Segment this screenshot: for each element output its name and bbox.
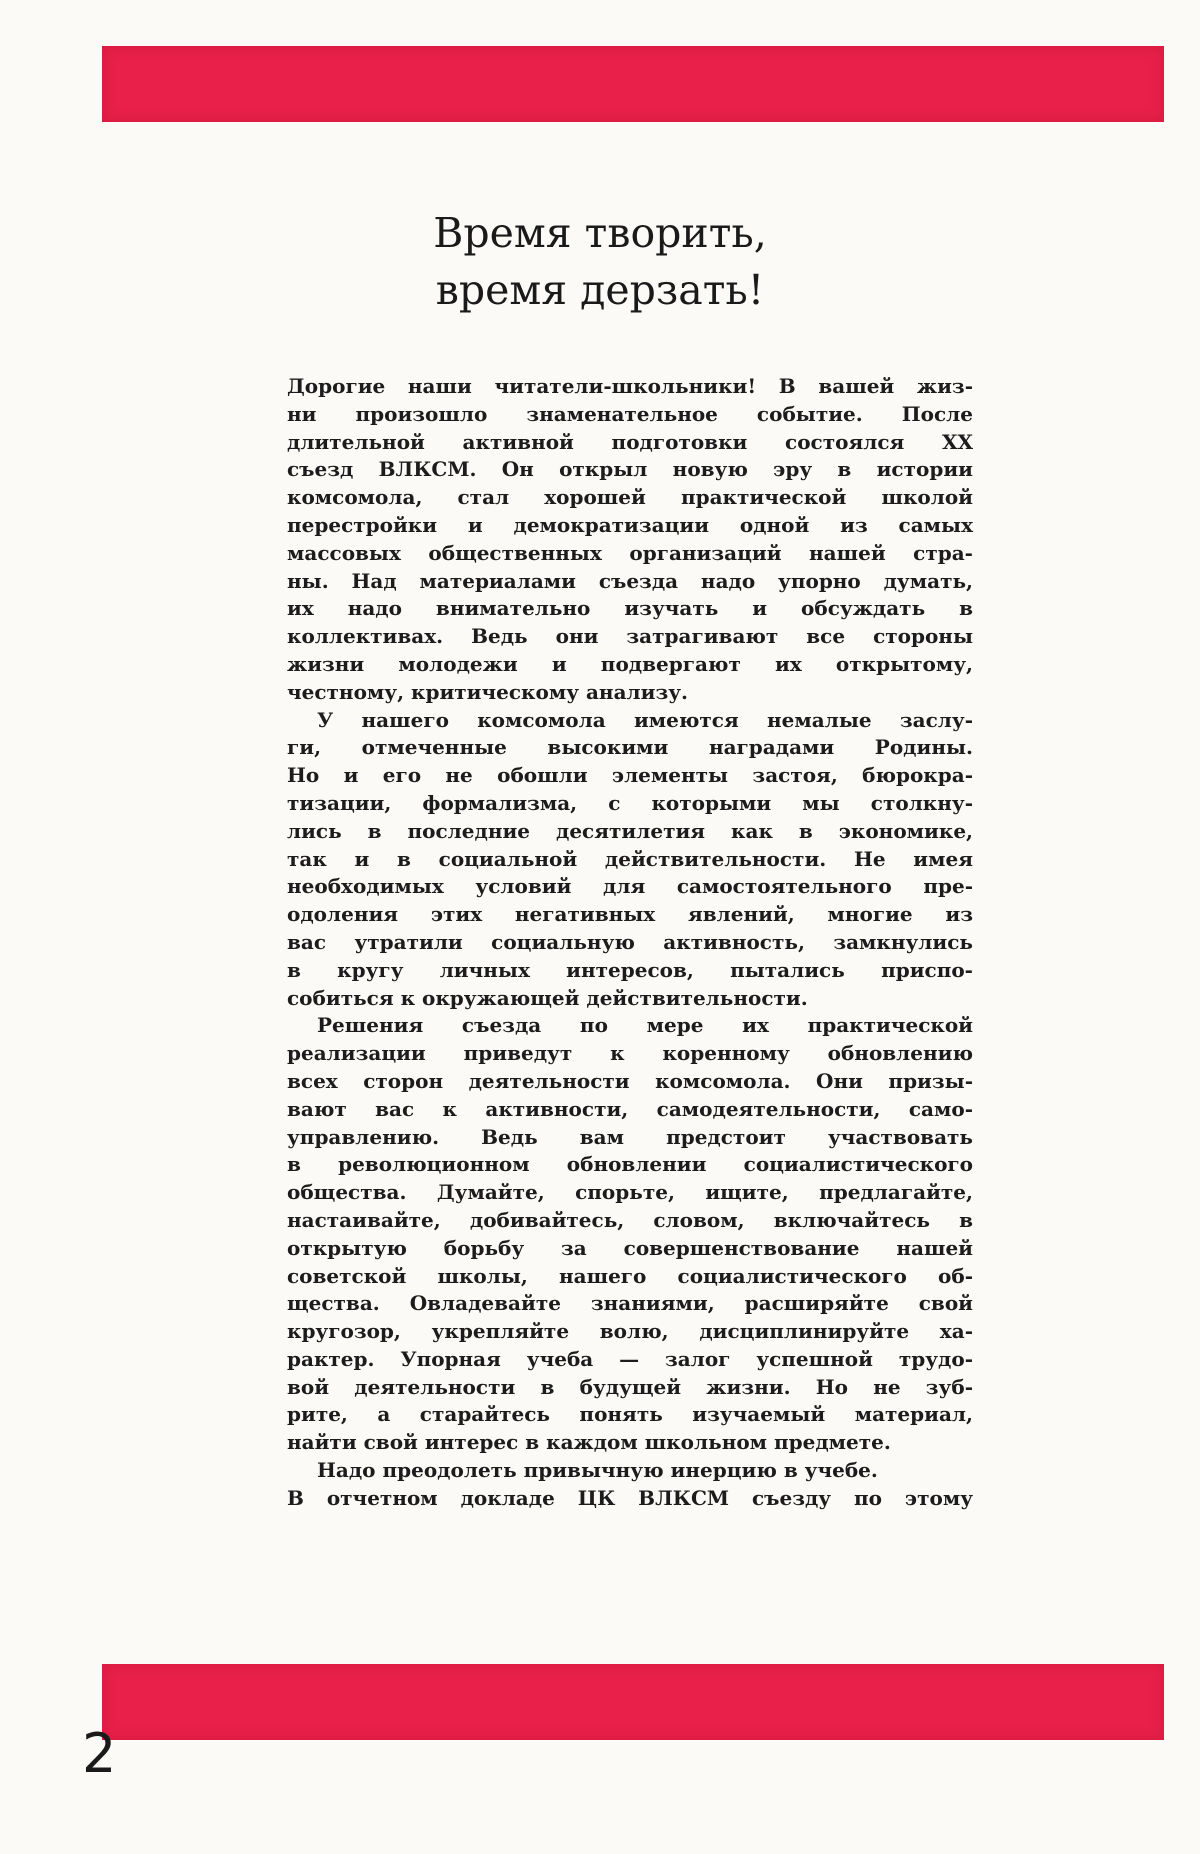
text-line: щества. Овладевайте знаниями, расширяйте свой — [287, 1291, 973, 1316]
text-line: рите, а старайтесь понять изучаемый материал, — [287, 1402, 973, 1427]
paragraph-start-line: Решения съезда по мере их практической — [317, 1013, 973, 1038]
top-red-band — [102, 46, 1164, 122]
text-line: В отчетном докладе ЦК ВЛКСМ съезду по этому — [287, 1485, 973, 1510]
text-line: так и в социальной действительности. Не имея — [287, 846, 973, 871]
text-line: необходимых условий для самостоятельного пре- — [287, 874, 973, 899]
text-line: реализации приведут к коренному обновлению — [287, 1041, 973, 1066]
article-body — [287, 373, 973, 1513]
bottom-red-band — [102, 1664, 1164, 1740]
text-line: массовых общественных организаций нашей стра- — [287, 540, 973, 565]
text-line: одоления этих негативных явлений, многие из — [287, 902, 973, 927]
text-line: Но и его не обошли элементы застоя, бюрокра- — [287, 763, 973, 788]
text-line: в революционном обновлении социалистического — [287, 1152, 973, 1177]
text-line: их надо внимательно изучать и обсуждать в — [287, 596, 973, 621]
text-line: найти свой интерес в каждом школьном предмете. — [287, 1430, 891, 1455]
title-line-2: время дерзать! — [435, 266, 765, 314]
text-line: рактер. Упорная учеба — залог успешной трудо- — [287, 1346, 973, 1371]
text-line: кругозор, укрепляйте волю, дисциплинируйте ха- — [287, 1319, 973, 1344]
text-line: Дорогие наши читатели-школьники! В вашей жиз- — [287, 374, 973, 398]
text-line: вас утратили социальную активность, замкнулись — [287, 929, 973, 954]
text-line: собиться к окружающей действительности. — [287, 985, 808, 1010]
text-line: комсомола, стал хорошей практической школой — [287, 485, 973, 510]
text-line: ни произошло знаменательное событие. После — [287, 401, 973, 426]
text-line: открытую борьбу за совершенствование нашей — [287, 1235, 973, 1260]
text-line: советской школы, нашего социалистического об- — [287, 1263, 973, 1288]
text-line: в кругу личных интересов, пытались приспо- — [287, 957, 973, 982]
text-line: съезд ВЛКСМ. Он открыл новую эру в истории — [287, 457, 973, 482]
text-line: лись в последние десятилетия как в экономике, — [287, 818, 973, 843]
text-line: настаивайте, добивайтесь, словом, включайтесь в — [287, 1207, 973, 1232]
text-line: честному, критическому анализу. — [287, 679, 688, 704]
page-number: 2 — [82, 1722, 117, 1785]
text-line: вают вас к активности, самодеятельности, само- — [287, 1096, 973, 1121]
text-line: всех сторон деятельности комсомола. Они призы- — [287, 1068, 973, 1093]
paragraph-start-line: У нашего комсомола имеются немалые заслу- — [317, 707, 973, 732]
article-title — [0, 205, 1200, 319]
paragraph-start-line: Надо преодолеть привычную инерцию в учебе. — [317, 1458, 878, 1483]
text-line: коллективах. Ведь они затрагивают все стороны — [287, 624, 973, 649]
text-line: перестройки и демократизации одной из самых — [287, 512, 973, 537]
text-line: вой деятельности в будущей жизни. Но не зуб- — [287, 1374, 973, 1399]
text-line: управлению. Ведь вам предстоит участвовать — [287, 1124, 973, 1149]
text-line: ны. Над материалами съезда надо упорно думать, — [287, 568, 973, 593]
text-line: длительной активной подготовки состоялся XX — [287, 429, 973, 454]
text-line: общества. Думайте, спорьте, ищите, предлагайте, — [287, 1180, 973, 1205]
text-line: тизации, формализма, с которыми мы столкну- — [287, 790, 973, 815]
text-line: ги, отмеченные высокими наградами Родины. — [287, 735, 973, 760]
text-line: жизни молодежи и подвергают их открытому, — [287, 651, 973, 676]
title-line-1: Время творить, — [433, 209, 767, 257]
